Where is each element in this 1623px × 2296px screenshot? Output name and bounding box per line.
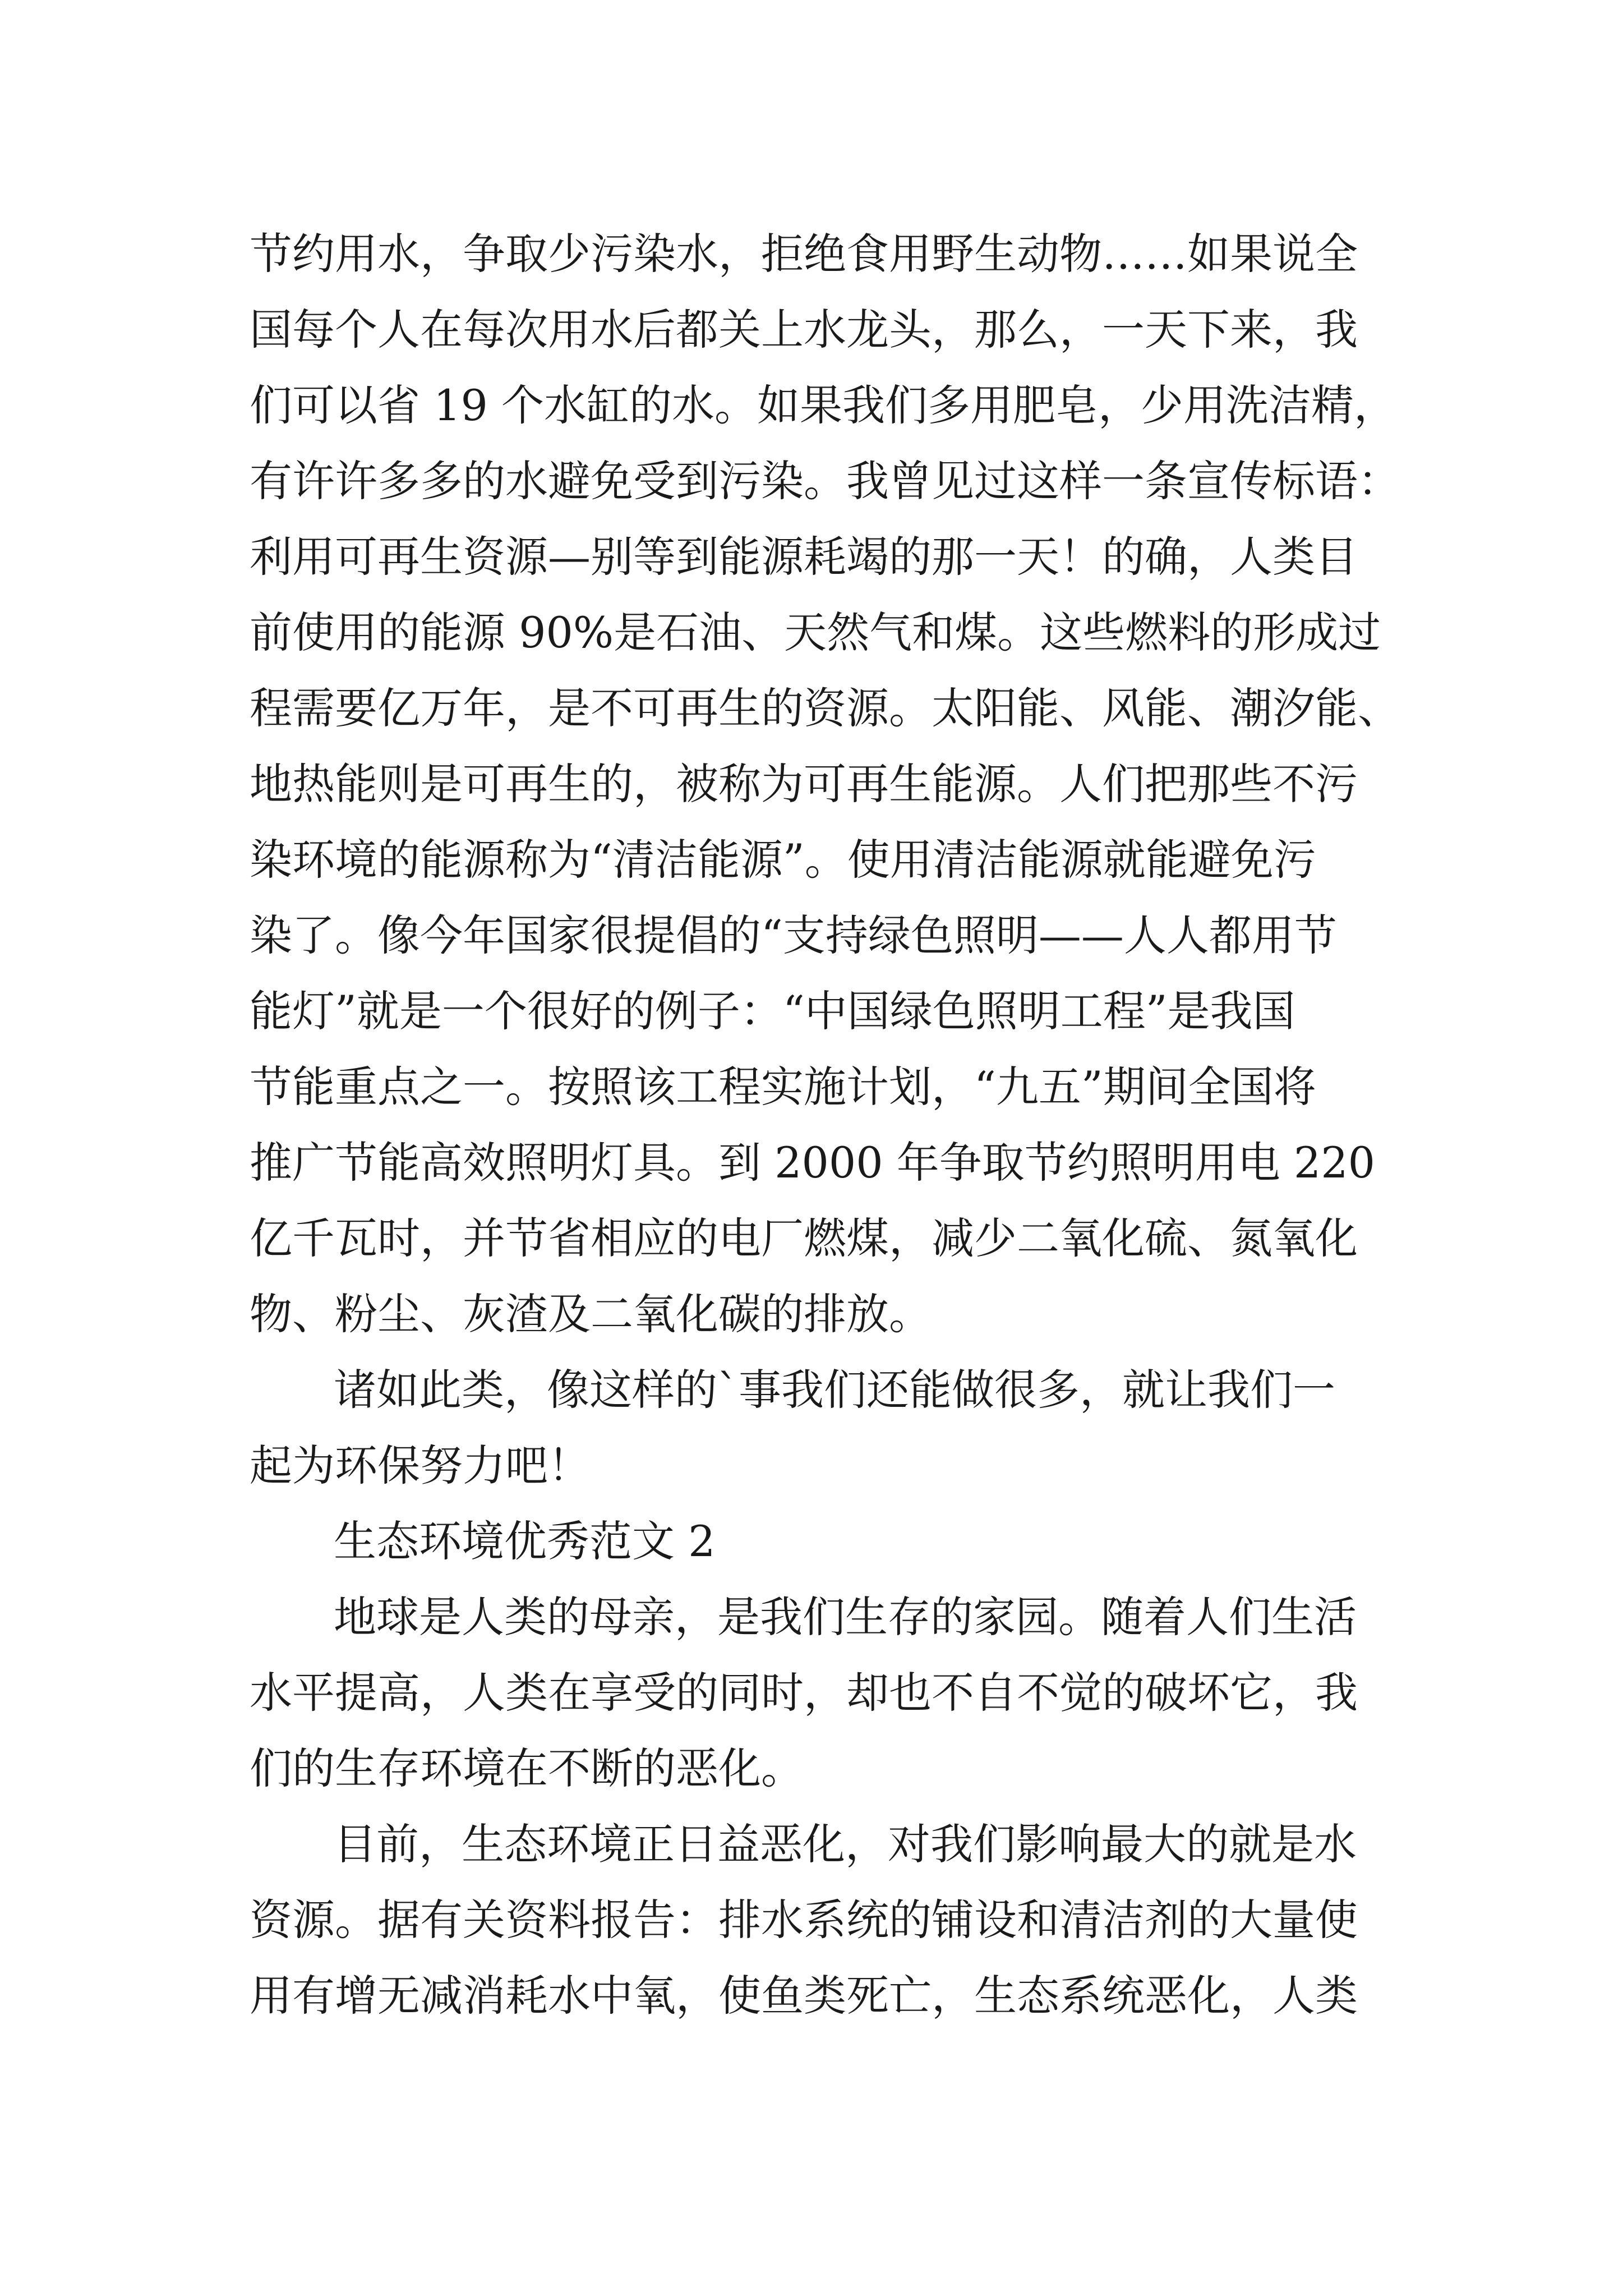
text-line: 物、粉尘、灰渣及二氧化碳的排放。 — [250, 1289, 932, 1339]
text-line: 节能重点之一。按照该工程实施计划，“九五”期间全国将 — [250, 1062, 1316, 1112]
section-heading: 生态环境优秀范文 2 — [334, 1516, 716, 1566]
text-line: 有许许多多的水避免受到污染。我曾见过这样一条宣传标语： — [250, 456, 1400, 506]
text-line: 国每个人在每次用水后都关上水龙头，那么，一天下来，我 — [250, 305, 1358, 355]
text-line: 前使用的能源 90%是石油、天然气和煤。这些燃料的形成过 — [250, 608, 1381, 657]
text-line: 水平提高，人类在享受的同时，却也不自不觉的破坏它，我 — [250, 1668, 1358, 1718]
text-line: 节约用水，争取少污染水，拒绝食用野生动物……如果说全 — [250, 229, 1358, 279]
text-line: 能灯”就是一个很好的例子：“中国绿色照明工程”是我国 — [250, 986, 1295, 1036]
text-line: 地球是人类的母亲，是我们生存的家园。随着人们生活 — [334, 1592, 1357, 1642]
text-line: 染了。像今年国家很提倡的“支持绿色照明——人人都用节 — [250, 910, 1337, 960]
text-line: 推广节能高效照明灯具。到 2000 年争取节约照明用电 220 — [250, 1138, 1375, 1188]
document-body — [250, 216, 1400, 2033]
text-line: 资源。据有关资料报告：排水系统的铺设和清洁剂的大量使 — [250, 1895, 1358, 1945]
text-line: 地热能则是可再生的，被称为可再生能源。人们把那些不污 — [250, 759, 1358, 809]
text-line: 用有增无减消耗水中氧，使鱼类死亡，生态系统恶化，人类 — [250, 1971, 1358, 2021]
text-line: 染环境的能源称为“清洁能源”。使用清洁能源就能避免污 — [250, 835, 1316, 885]
text-line: 利用可再生资源—别等到能源耗竭的那一天！的确，人类目 — [250, 532, 1358, 582]
text-line: 们可以省 19 个水缸的水。如果我们多用肥皂，少用洗洁精， — [250, 380, 1397, 430]
text-line: 程需要亿万年，是不可再生的资源。太阳能、风能、潮汐能、 — [250, 683, 1400, 733]
text-line: 诸如此类，像这样的`事我们还能做很多，就让我们一 — [334, 1365, 1335, 1415]
text-line: 起为环保努力吧！ — [250, 1441, 591, 1490]
text-line: 们的生存环境在不断的恶化。 — [250, 1743, 804, 1793]
text-line: 目前，生态环境正日益恶化，对我们影响最大的就是水 — [334, 1819, 1357, 1869]
text-line: 亿千瓦时，并节省相应的电厂燃煤，减少二氧化硫、氮氧化 — [250, 1213, 1358, 1263]
